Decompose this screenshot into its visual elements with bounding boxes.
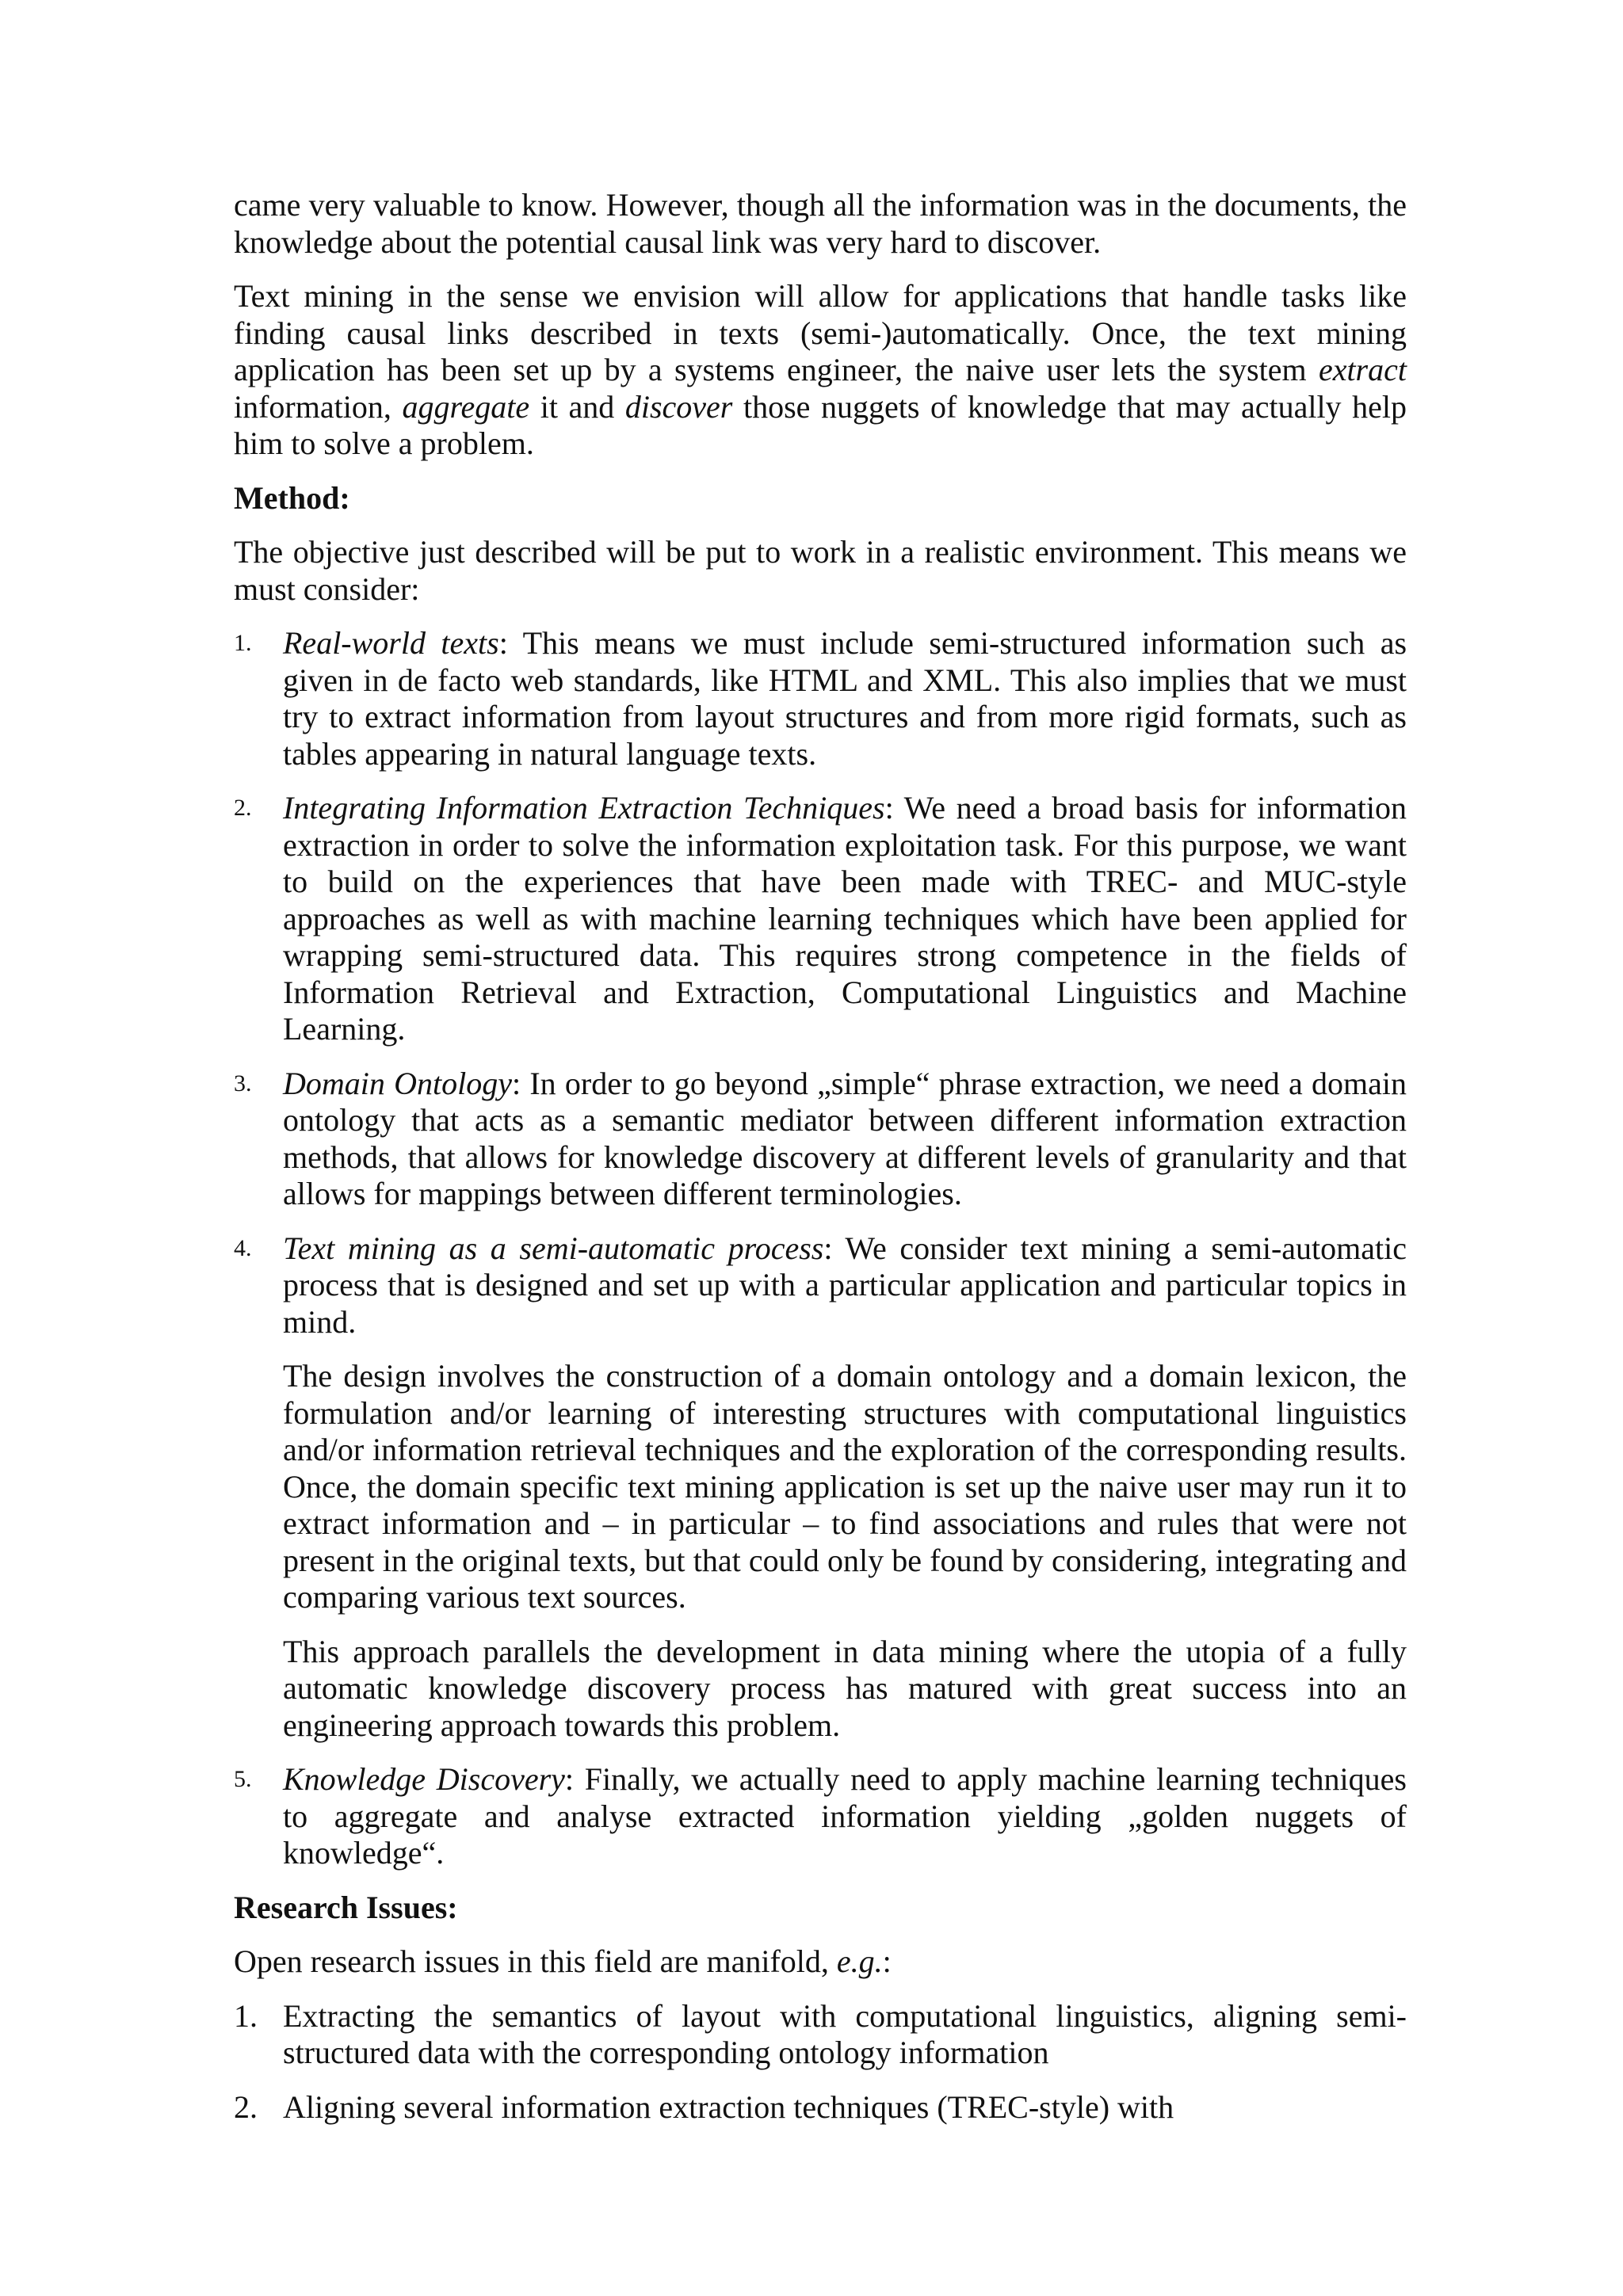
method-item (234, 1230, 1407, 1745)
emphasis-discover: discover (624, 388, 733, 425)
item-text: : This means we must include semi-structured information such as given in de facto web standards, like HTML and XML. This also implies that we must try to extract information from layout structures and from more rigid formats, such as tables appearing in natural language texts. (283, 625, 1407, 772)
text-span: Text mining in the sense we envision will allow for applications that handle tasks like finding causal links described in texts (semi-)automatically. Once, the text mining application has been set up by a systems engineer, the naive user lets the system (234, 278, 1407, 387)
item-term: Integrating Information Extraction Techniques (283, 790, 885, 826)
method-heading: Method: (234, 479, 350, 516)
item-number: 3. (234, 1070, 252, 1097)
text-mining-paragraph (234, 278, 1407, 463)
item-number: 1. (234, 1997, 258, 2034)
text-span: those nuggets of knowledge that may actually help him to solve a problem. (234, 388, 1407, 461)
item-text: Extracting the semantics of layout with computational linguistics, aligning semi-structured data with the corresponding ontology information (283, 1997, 1407, 2070)
item-number: 4. (234, 1234, 252, 1261)
item-number: 2. (234, 795, 252, 821)
item-term: Text mining as a semi-automatic process (283, 1230, 824, 1266)
item-subparagraph: This approach parallels the development in data mining where the utopia of a fully automatic knowledge discovery process has matured with great success into an engineering approach towards this problem. (283, 1633, 1407, 1743)
method-item (234, 625, 1407, 772)
item-number: 5. (234, 1766, 252, 1792)
document-page (234, 187, 1407, 2143)
item-text: Aligning several information extraction techniques (TREC-style) with (283, 2088, 1174, 2125)
research-heading: Research Issues: (234, 1889, 458, 1925)
item-subparagraph: The design involves the construction of a domain ontology and a domain lexicon, the formulation and/or learning of interesting structures with computational linguistics and/or information retrieval techniques and the exploration of the corresponding results. Once, the domain specific text mining application is set up the naive user may run it to extract information and – in particular – to find associations and rules that were not present in the original texts, but that could only be found by considering, integrating and comparing various text sources. (283, 1358, 1407, 1615)
item-term: Domain Ontology (283, 1065, 512, 1101)
research-list (234, 1998, 1407, 2126)
text-span: it and (529, 388, 625, 425)
research-item (234, 2089, 1407, 2126)
item-text: : We need a broad basis for information extraction in order to solve the information exploitation task. For this purpose, we want to build on the experiences that have been made with TREC- and MUC-style approaches as well as with machine learning techniques which have been applied for wrapping semi-structured data. This requires strong competence in the fields of Information Retrieval and Extraction, Computational Linguistics and Machine Learning. (283, 790, 1407, 1047)
method-list (234, 625, 1407, 1872)
text-span: information, (234, 388, 403, 425)
item-term: Knowledge Discovery (283, 1761, 565, 1797)
emphasis-eg: e.g. (836, 1943, 883, 1979)
item-term: Real-world texts (283, 625, 499, 661)
text-span: Open research issues in this field are manifold, (234, 1943, 837, 1979)
method-item (234, 1761, 1407, 1872)
item-number: 1. (234, 630, 252, 656)
item-text: : In order to go beyond „simple“ phrase extraction, we need a domain ontology that acts as a semantic mediator between different information extraction methods, that allows for knowledge discovery at different levels of granularity and that allows for mappings between different terminologies. (283, 1065, 1407, 1211)
method-intro: The objective just described will be put to work in a realistic environment. This means we must consider: (234, 534, 1407, 607)
emphasis-extract: extract (1318, 352, 1407, 387)
research-item (234, 1998, 1407, 2072)
method-item (234, 1066, 1407, 1213)
emphasis-aggregate: aggregate (402, 388, 530, 425)
item-number: 2. (234, 2088, 258, 2125)
item-text: : We consider text mining a semi-automatic process that is designed and set up with a particular application and particular topics in mind. (283, 1230, 1407, 1340)
intro-paragraph: came very valuable to know. However, though all the information was in the documents, the knowledge about the potential causal link was very hard to discover. (234, 187, 1407, 260)
research-intro (234, 1943, 1407, 1981)
method-item (234, 790, 1407, 1048)
item-text: : Finally, we actually need to apply machine learning techniques to aggregate and analyse extracted information yielding „golden nuggets of knowledge“. (283, 1761, 1407, 1871)
text-span: : (882, 1943, 892, 1979)
